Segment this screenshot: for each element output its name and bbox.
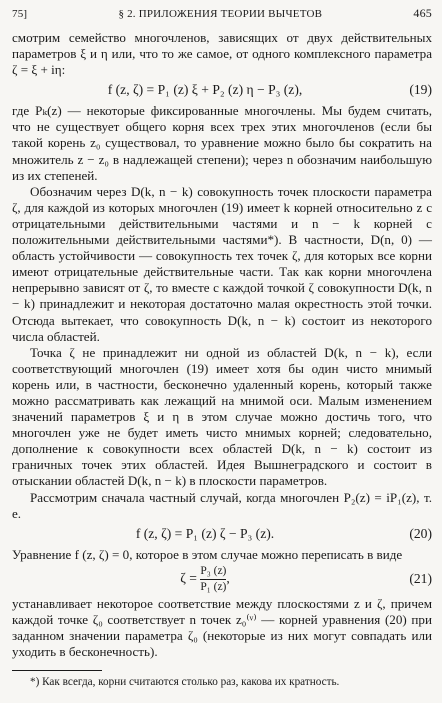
equation-21 [12,565,432,594]
equation-20-number: (20) [409,525,432,541]
equation-21-formula [12,565,398,594]
paragraph-1: смотрим семейство многочленов, зависящих от двух действительных параметров ξ и η или, что то же самое, от одного комплексного параметра ζ = ξ + iη: [12,30,432,78]
equation-21-number: (21) [409,571,432,587]
paragraph-7: устанавливает некоторое соответствие между плоскостями z и ζ, причем каждой точке ζ₀ соответствует n точек z₀⁽ᵛ⁾ — корней уравнения (20) при заданном значении параметра ζ₀ (некоторые из них могут совпадать или уходить в бесконечность). [12,595,432,660]
paragraph-6: Уравнение f (z, ζ) = 0, которое в этом случае можно переписать в виде [12,546,403,562]
section-ref: 75] [12,8,28,20]
footnote: *) Как всегда, корни считаются столько раз, какова их кратность. [30,676,340,689]
equation-21-numerator: P₃ (z) [200,564,227,577]
running-header [12,6,432,30]
equation-21-lhs: ζ = [180,570,197,586]
equation-21-tail: , [226,570,230,586]
equation-21-denominator: P₁ (z) [200,580,227,593]
equation-19 [12,81,432,99]
equation-21-fraction [200,565,226,594]
paragraph-2: где Pₖ(z) — некоторые фиксированные многочлены. Мы будем считать, что не существует общего корня всех трех этих многочленов (если бы такой корень z₀ существовал, то уравнение можно было бы сократить на множитель z − z₀ в надлежащей степени); через n обозначим наибольшую из их степеней. [12,103,432,183]
equation-20-formula: f (z, ζ) = P₁ (z) ζ − P₃ (z). [135,525,275,541]
header-title: § 2. ПРИЛОЖЕНИЯ ТЕОРИИ ВЫЧЕТОВ [118,8,323,20]
paragraph-5: Рассмотрим сначала частный случай, когда многочлен P₂(z) = iP₁(z), т. е. [12,489,432,521]
fraction-bar [200,579,226,580]
footnote-divider [12,670,102,671]
equation-20 [12,525,432,543]
paragraph-4: Точка ζ не принадлежит ни одной из областей D(k, n − k), если соответствующий многочлен (19) имеет хотя бы один чисто мнимый корень или, в частности, бесконечно удаленный корень, который также можно рассматривать как лежащий на мнимой оси. Малым изменением значений параметров ξ и η в этом случае можно достичь того, что многочлен уже не будет иметь чисто мнимых корней; следовательно, дополнение к совокупности всех областей D(k, n − k) состоит из граничных точек этих областей. Идея Вышнеградского и состоит в отыскании областей D(k, n − k) в плоскости параметров. [12,344,432,489]
paragraph-3: Обозначим через D(k, n − k) совокупность точек плоскости параметра ζ, для каждой из которых многочлен (19) имеет k корней относительно z с отрицательными действительными частями и n − k корней с положительными действительными частями*). В частности, D(n, 0) — область устойчивости — совокупность тех точек ζ, для которых все корни имеют отрицательные действительные части. Так как корни многочлена непрерывно зависят от ζ, то вместе с каждой точкой ζ совокупности D(k, n − k) принадлежит и некоторая достаточно малая окрестность этой точки. Отсюда вытекает, что совокупность D(k, n − k) состоит из некоторого числа областей. [12,183,432,344]
equation-19-formula: f (z, ζ) = P₁ (z) ξ + P₂ (z) η − P₃ (z), [107,82,303,98]
page-number: 465 [413,6,432,20]
equation-19-number: (19) [409,82,432,98]
